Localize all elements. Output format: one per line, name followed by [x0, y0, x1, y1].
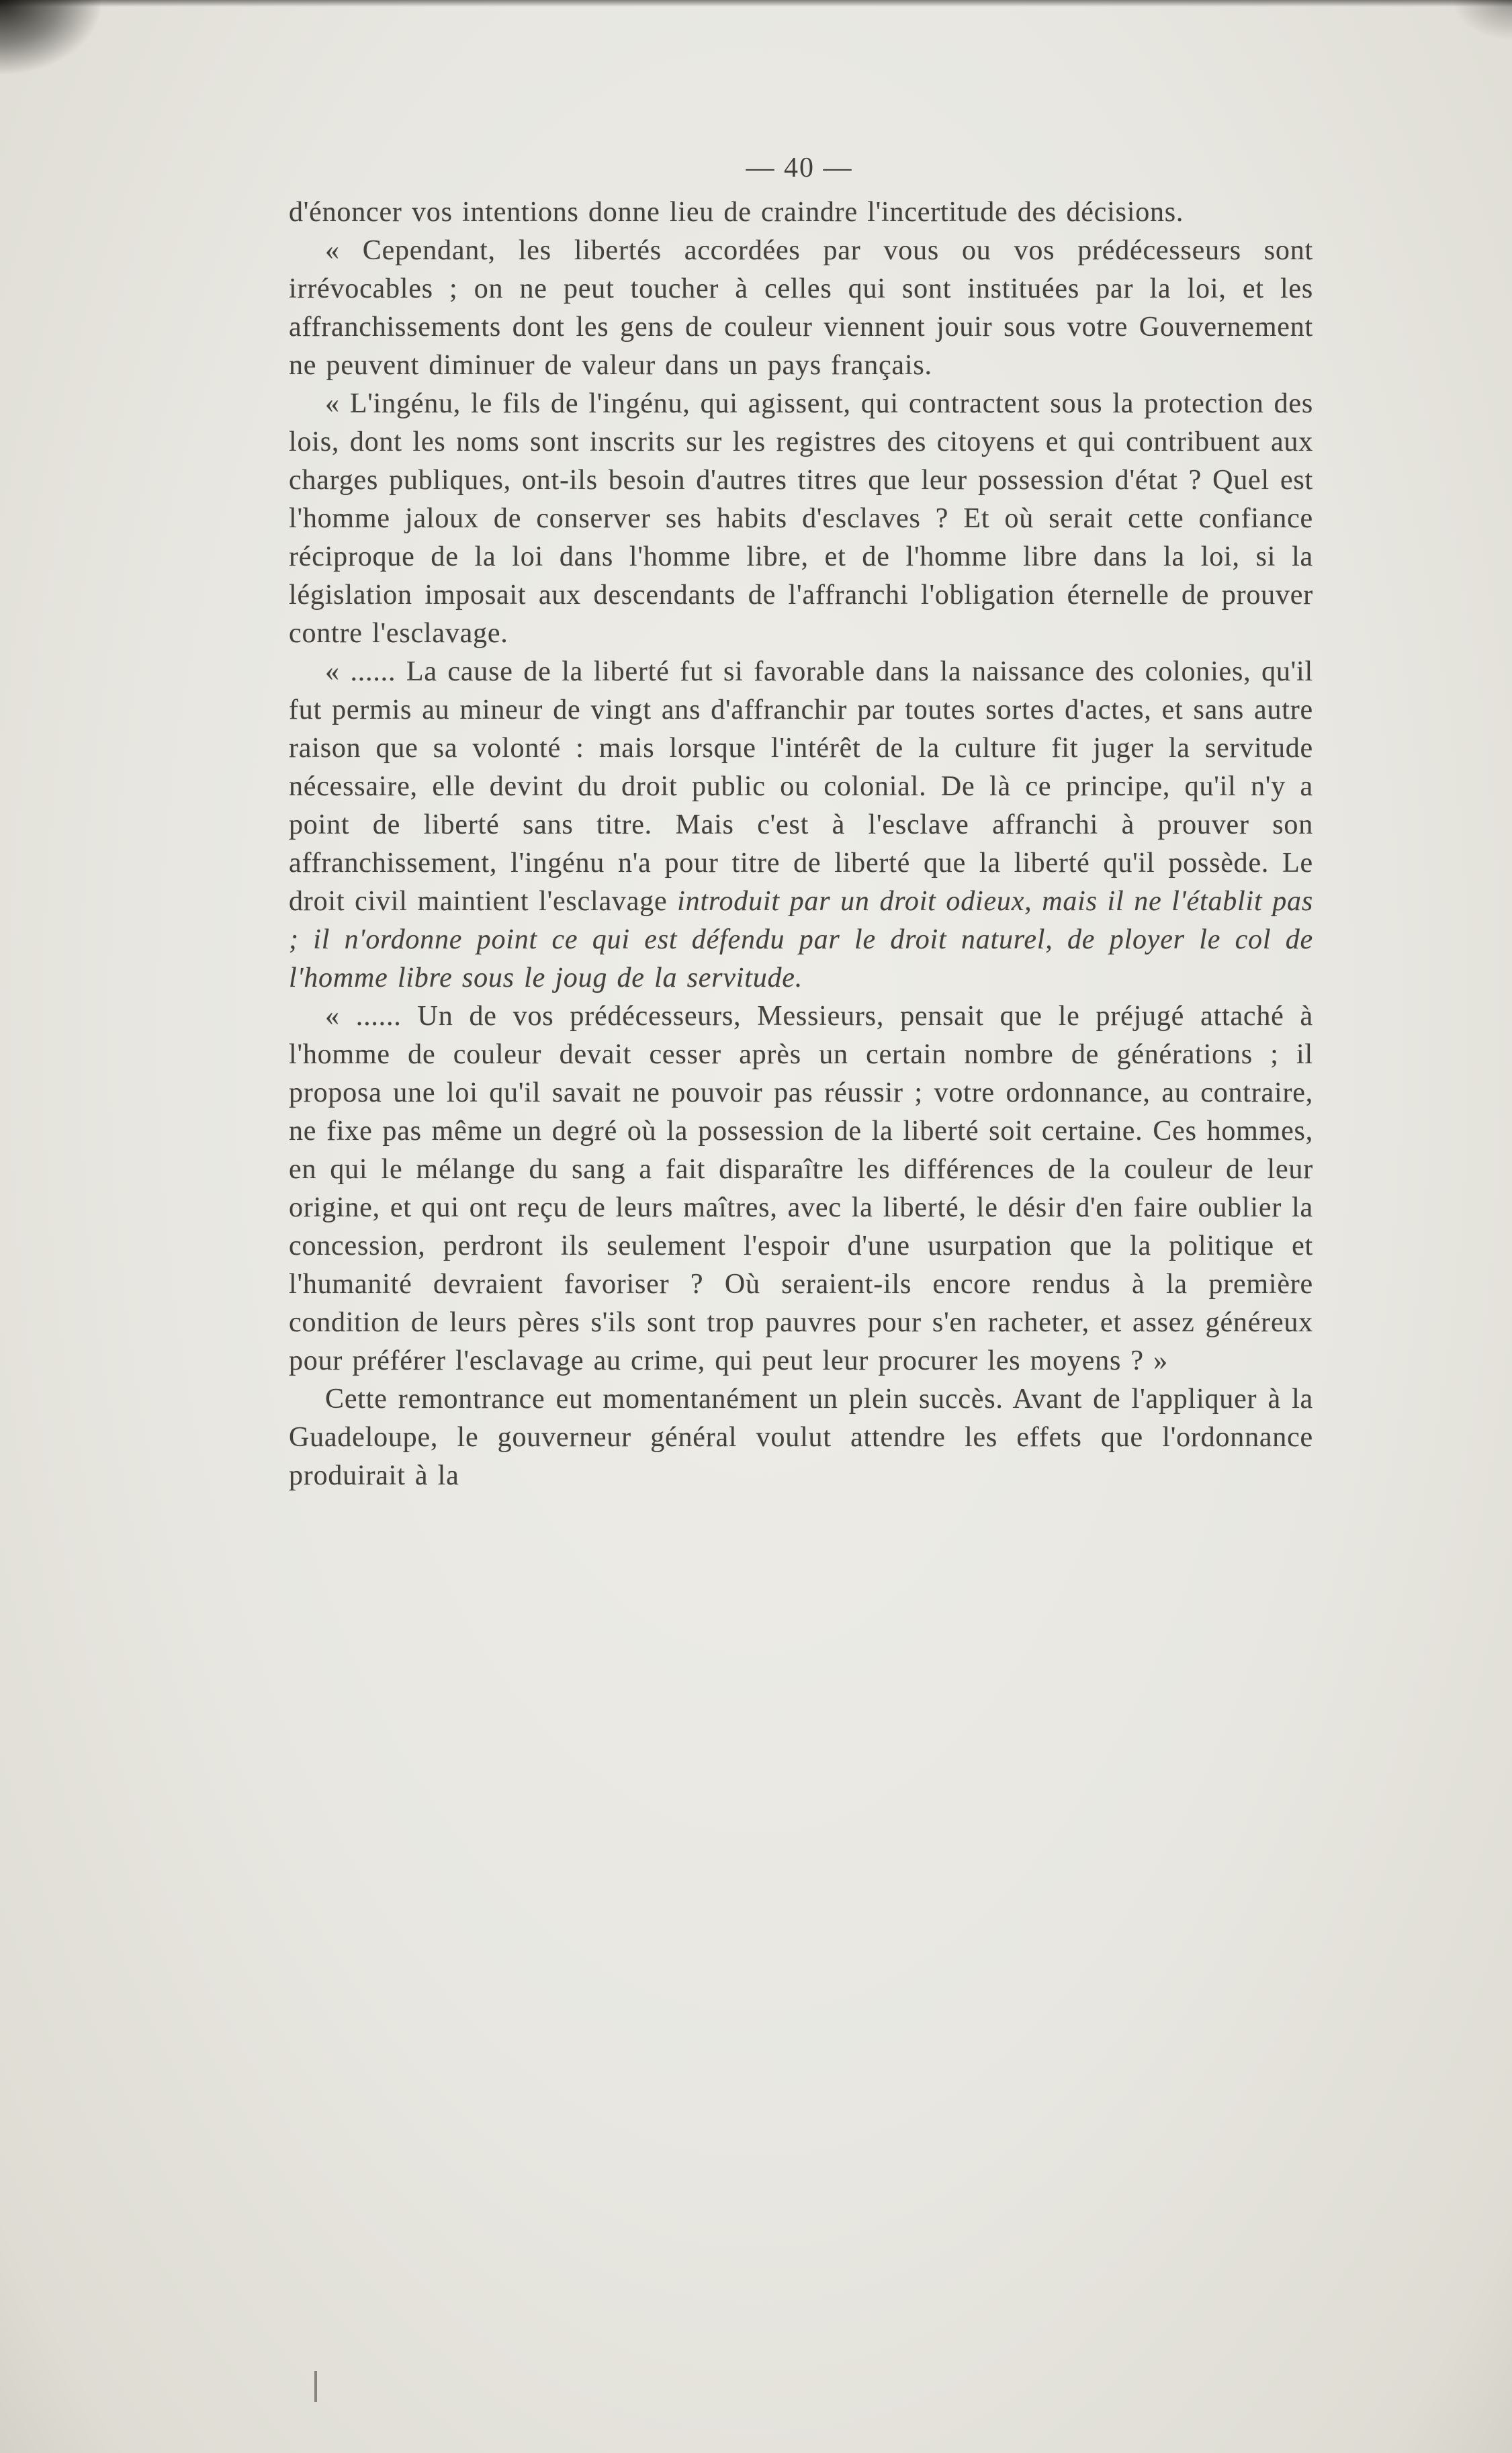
scan-edge-top — [0, 0, 1512, 7]
paragraph — [289, 997, 1313, 1380]
text-segment: « Cependant, les libertés accordées par vous ou vos prédécesseurs sont irrévocables ; on ne peut toucher à celles qui sont instituées par la loi, et les affranchissements dont les gens de couleur viennent jouir sous votre Gouvernement ne peuvent diminuer de valeur dans un pays français. — [289, 235, 1313, 381]
text-segment: d'énoncer vos intentions donne lieu de craindre l'incertitude des décisions. — [289, 197, 1184, 228]
text-segment: « L'ingénu, le fils de l'ingénu, qui agissent, qui contractent sous la protection des lois, dont les noms sont inscrits sur les registres des citoyens et qui contribuent aux charges publiques, ont-ils besoin d'autres titres que leur possession d'état ? Quel est l'homme jaloux de conserver ses habits d'esclaves ? Et où serait cette confiance réciproque de la loi dans l'homme libre, et de l'homme libre dans la loi, si la législation imposait aux descendants de l'affranchi l'obligation éternelle de prouver contre l'esclavage. — [289, 388, 1313, 649]
text-segment: Cette remontrance eut momentanément un plein succès. Avant de l'appliquer à la Guadeloupe, le gouverneur général voulut attendre les effets que l'ordonnance produirait à la — [289, 1384, 1313, 1491]
paragraph — [289, 193, 1313, 232]
text-segment: « ...... Un de vos prédécesseurs, Messieurs, pensait que le préjugé attaché à l'homme de couleur devait cesser après un certain nombre de générations ; il proposa une loi qu'il savait ne pouvoir pas réussir ; votre ordonnance, au contraire, ne fixe pas même un degré où la possession de la liberté soit certaine. Ces hommes, en qui le mélange du sang a fait disparaître les différences de la couleur de leur origine, et qui ont reçu de leurs maîtres, avec la liberté, le désir d'en faire oublier la concession, perdront ils seulement l'espoir d'une usurpation que la politique et l'humanité devraient favoriser ? Où seraient-ils encore rendus à la première condition de leurs pères s'ils sont trop pauvres pour s'en racheter, et assez généreux pour préférer l'esclavage au crime, qui peut leur procurer les moyens ? » — [289, 1001, 1313, 1376]
page-number: — 40 — — [746, 152, 853, 183]
paragraph — [289, 1380, 1313, 1495]
paragraph — [289, 653, 1313, 997]
italic-text-segment: introduit par un droit odieux, mais il ne l'établit pas ; il n'ordonne point ce qui est défendu par le droit naturel, de ployer le col de l'homme libre sous le joug de la servitude. — [289, 886, 1313, 993]
scan-stray-mark — [314, 2371, 317, 2402]
paragraph — [289, 385, 1313, 653]
text-segment: « ...... La cause de la liberté fut si favorable dans la naissance des colonies, qu'il fut permis au mineur de vingt ans d'affranchir par toutes sortes d'actes, et sans autre raison que sa volonté : mais lorsque l'intérêt de la culture fit juger la servitude nécessaire, elle devint du droit public ou colonial. De là ce principe, qu'il n'y a point de liberté sans titre. Mais c'est à l'esclave affranchi à prouver son affranchissement, l'ingénu n'a pour titre de liberté que la liberté qu'il possède. Le droit civil maintient l'esclavage — [289, 656, 1313, 917]
body-text — [289, 193, 1313, 1495]
paragraph — [289, 232, 1313, 385]
scan-corner-top-right — [1452, 0, 1512, 40]
scan-corner-top-left — [0, 0, 101, 74]
